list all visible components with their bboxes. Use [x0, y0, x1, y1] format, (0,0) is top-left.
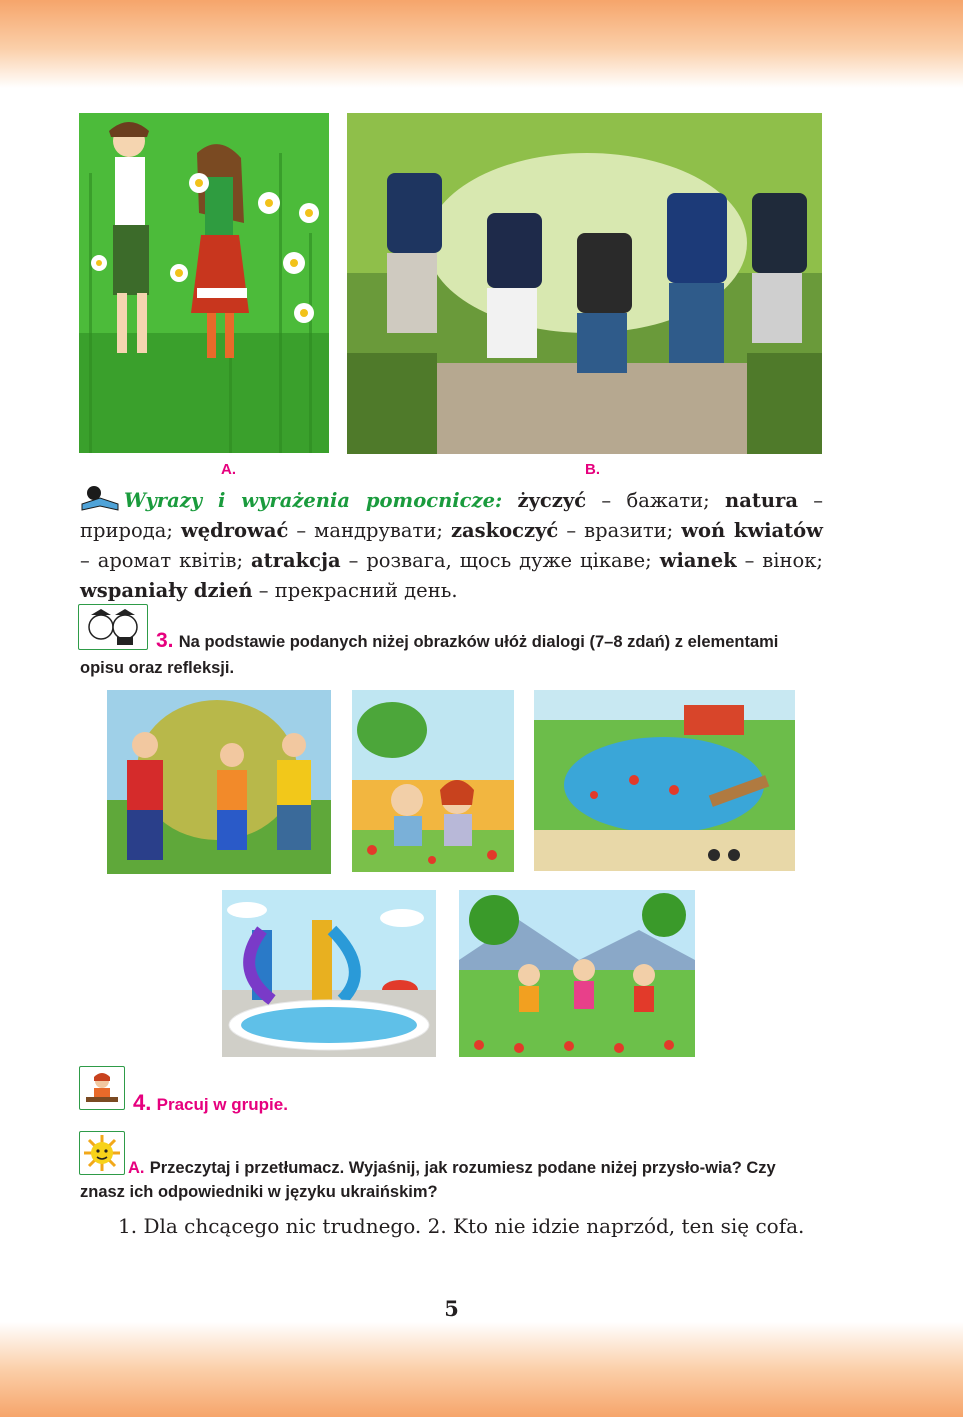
- task-4-number: 4.: [133, 1090, 152, 1115]
- task-4a: [80, 1156, 825, 1204]
- vocab-translation: прекрасний день: [274, 579, 452, 602]
- illustration-water-park: [222, 890, 436, 1057]
- illustration-kids-catching-butterflies: [459, 890, 695, 1057]
- caption-a: A.: [221, 461, 236, 478]
- proverbs-text: 1. Dla chcącego nic trudnego. 2. Kto nie idzie naprzód, ten się cofa.: [118, 1214, 805, 1238]
- task-4a-label: A.: [128, 1159, 145, 1177]
- picture-a-children-in-meadow: [79, 113, 329, 453]
- caption-b: B.: [585, 461, 600, 478]
- vocabulary-heading: Wyrazy i wyrażenia pomocnicze:: [124, 489, 503, 512]
- vocab-translation: природа: [80, 519, 167, 542]
- vocab-translation: вразити: [584, 519, 667, 542]
- vocab-term: woń kwiatów: [681, 519, 823, 542]
- vocab-term: atrakcja: [251, 549, 341, 572]
- vocab-term: wspaniały dzień: [80, 579, 253, 602]
- task-4-instruction: Pracuj w grupie.: [156, 1095, 288, 1114]
- group-work-icon: [79, 1066, 125, 1110]
- vocab-translation: розвага, щось дуже цікаве: [366, 549, 646, 572]
- vocab-translation: аромат квітів: [97, 549, 237, 572]
- top-decorative-band: [0, 0, 963, 88]
- vocab-translation: мандрувати: [314, 519, 437, 542]
- task-4a-instruction: Przeczytaj i przetłumacz. Wyjaśnij, jak rozumiesz podane niżej przysło-wia? Czy znasz ich odpowiedniki w języku ukraińskim?: [80, 1159, 776, 1201]
- vocab-term: życzyć: [517, 489, 587, 512]
- illustration-haymaking: [107, 690, 331, 874]
- illustration-kids-in-meadow: [352, 690, 514, 872]
- vocab-translation: вінок: [762, 549, 817, 572]
- vocab-translation: бажати: [626, 489, 704, 512]
- picture-b-kids-jumping: [347, 113, 822, 454]
- task-3: [80, 628, 825, 681]
- vocab-term: zaskoczyć: [450, 519, 559, 542]
- task-3-instruction: Na podstawie podanych niżej obrazków ułóż dialogi (7–8 zdań) z elementami opisu oraz refleksji.: [80, 633, 779, 677]
- task-3-number: 3.: [156, 629, 174, 652]
- vocabulary-paragraph: Wyrazy i wyrażenia pomocnicze: życzyć – бажати; natura – природа; wędrować – мандрувати; zaskoczyć – вразити; woń kwiatów – аромат квітів; atrakcja – розвага, щось дуже цікаве; wianek – вінок; wspaniały dzień – прекрасний день.: [80, 489, 824, 602]
- vocab-term: wędrować: [180, 519, 289, 542]
- vocab-term: wianek: [659, 549, 737, 572]
- vocab-term: natura: [725, 489, 798, 512]
- bottom-decorative-band: [0, 1322, 963, 1417]
- page-number: 5: [444, 1296, 459, 1321]
- task-4: [133, 1090, 288, 1116]
- illustration-lake-recreation: [534, 690, 795, 871]
